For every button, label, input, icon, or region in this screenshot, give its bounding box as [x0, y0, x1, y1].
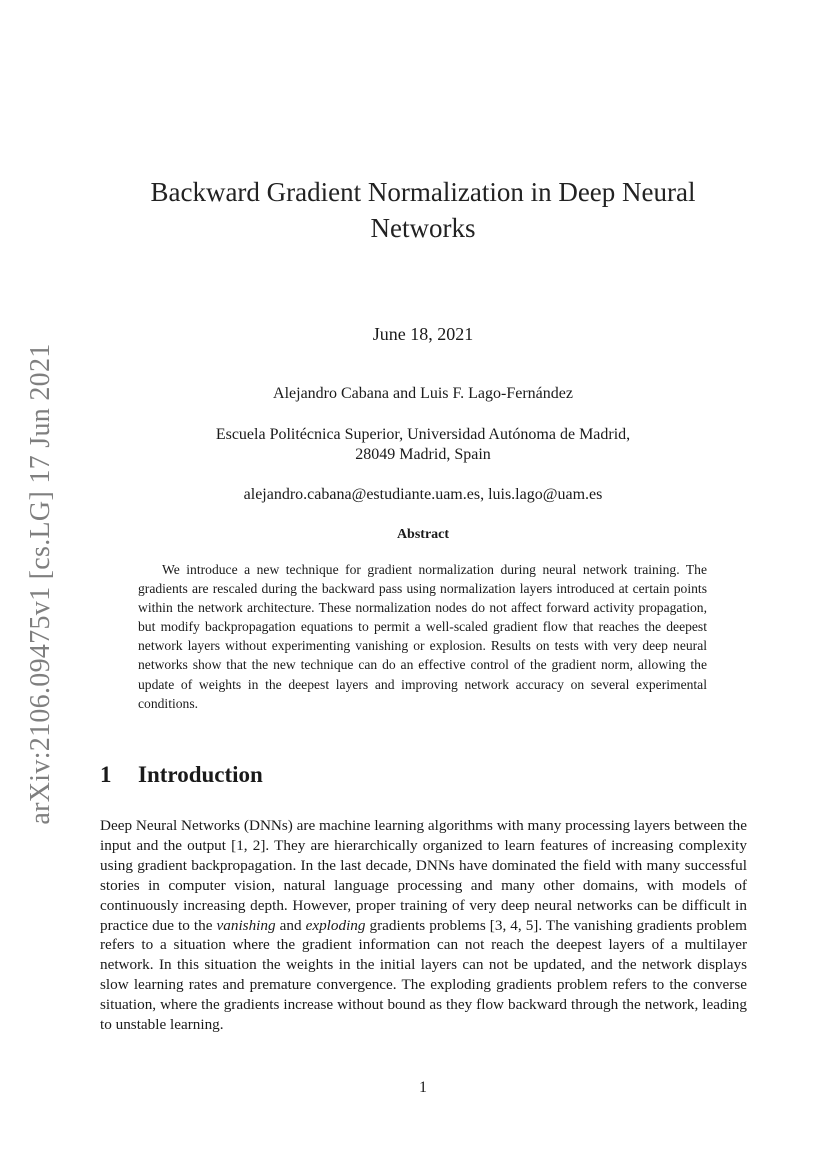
section-number: 1	[100, 762, 112, 787]
paper-title	[100, 174, 746, 246]
affiliation-line: Escuela Politécnica Superior, Universidad Autónoma de Madrid,	[215, 426, 631, 443]
intro-text-part: gradients problems [3, 4, 5]. The vanishing gradients problem refers to a situation where the gradient information can not reach the deepest layers of a multilayer network. In this situation the weights in the initial layers can not be updated, and the network displays slow learning rates and premature convergence. The exploding gradients problem refers to the converse situation, where the gradients increase without bound as they flow backward through the network, leading to unstable learning.	[100, 916, 747, 1034]
intro-emphasis-vanishing: vanishing	[216, 916, 276, 934]
intro-emphasis-exploding: exploding	[305, 916, 366, 934]
abstract-text: We introduce a new technique for gradient normalization during neural network training. The gradients are rescaled during the backward pass using normalization layers introduced at certain points within the network architecture. These normalization nodes do not affect forward activity propagation, but modify backpropagation equations to permit a well-scaled gradient flow that reaches the deepest network layers without experimenting vanishing or explosion. Results on tests with very deep neural networks show that the new technique can do an effective control of the gradient norm, allowing the update of weights in the deepest layers and improving network accuracy on several experimental conditions.	[138, 562, 707, 711]
arxiv-identifier-stamp: arXiv:2106.09475v1 [cs.LG] 17 Jun 2021	[25, 343, 56, 825]
intro-text-part: and	[275, 916, 306, 934]
intro-text-part: Deep Neural Networks (DNNs) are machine learning algorithms with many processing layers between the input and the output [1, 2]. They are hierarchically organized to learn features of increasing complexity using gradient backpropagation. In the last decade, DNNs have dominated the field with many successful stories in computer vision, natural language processing and many other domains, with models of continuously increasing depth. However, proper training of very deep neural networks can be difficult in practice due to the	[100, 817, 747, 934]
paper-affiliation	[100, 425, 746, 465]
abstract-heading: Abstract	[396, 527, 450, 542]
section-heading	[100, 762, 263, 788]
paper-title-line: Backward Gradient Normalization in Deep Neural	[150, 177, 696, 207]
page-number: 1	[419, 1079, 427, 1096]
paper-title-line: Networks	[370, 213, 476, 243]
section-title: Introduction	[138, 762, 263, 787]
affiliation-line: 28049 Madrid, Spain	[355, 446, 491, 463]
paper-authors: Alejandro Cabana and Luis F. Lago-Fernández	[273, 385, 573, 402]
paper-date: June 18, 2021	[372, 324, 474, 344]
author-emails: alejandro.cabana@estudiante.uam.es, luis.lago@uam.es	[243, 486, 603, 503]
introduction-paragraph	[100, 816, 747, 1035]
